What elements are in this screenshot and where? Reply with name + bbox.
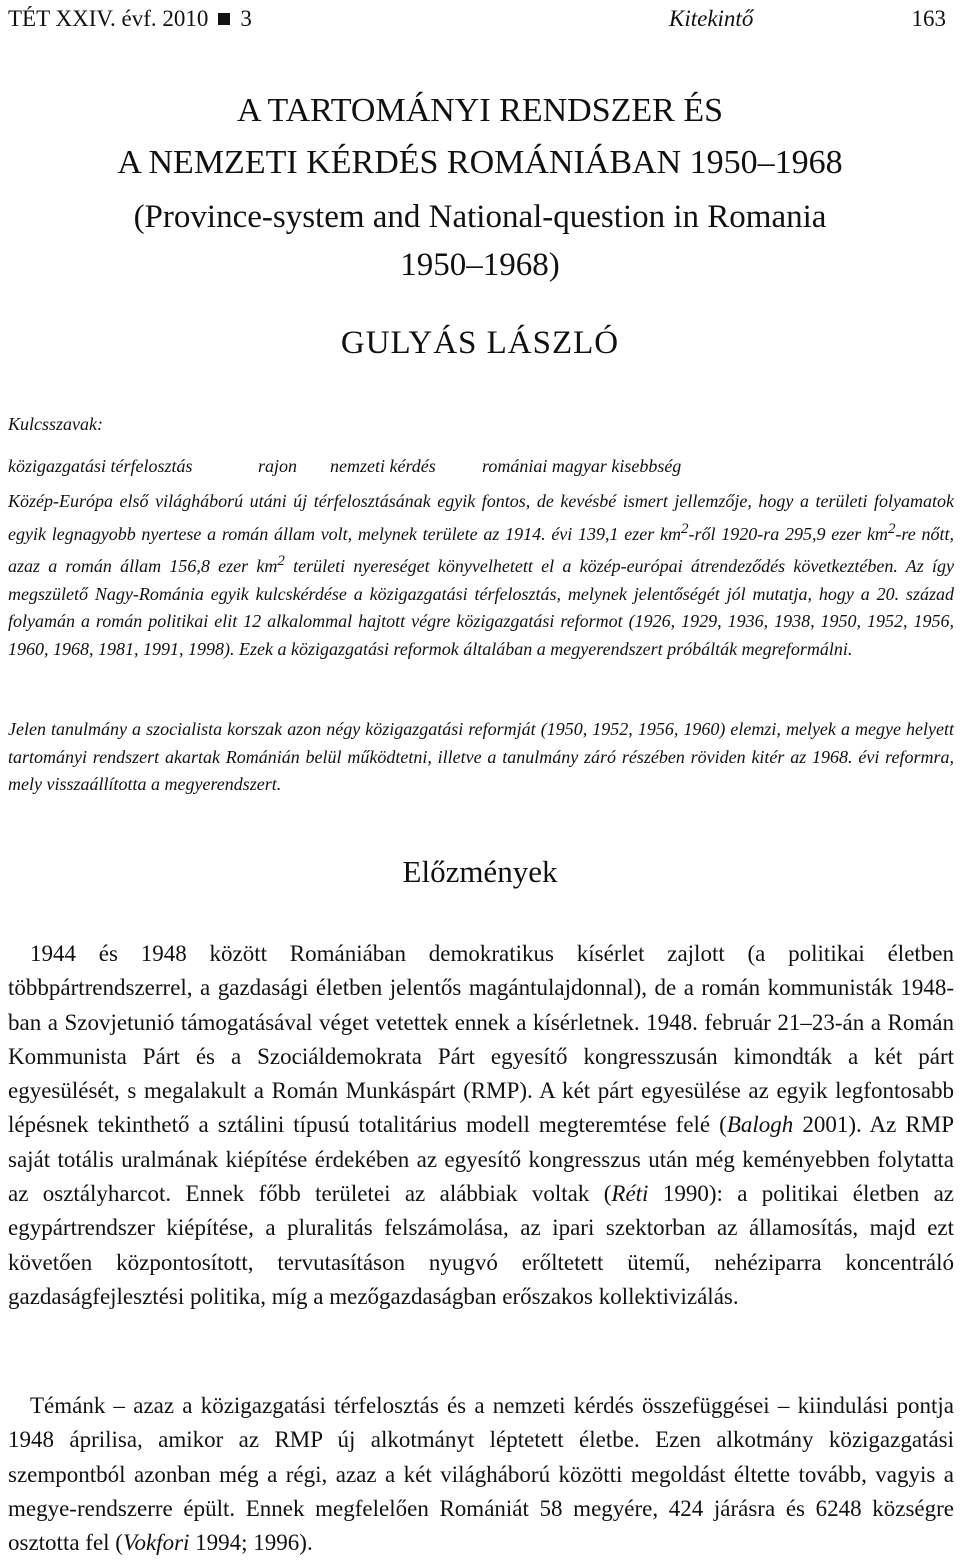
abstract-paragraph-2: Jelen tanulmány a szocialista korszak azon négy közigazgatási reformját (1950, 1952, 1956, 1960) elemzi, melyek a megye helyett tartományi rendszert akartak Románián belül működtetni, illetve a tanulmány záró részében röviden kitér az 1968. évi reformra, mely visszaállította a megyerendszert.: [8, 719, 954, 794]
abstract-paragraph-1: Közép-Európa első világháború utáni új térfelosztásának egyik fontos, de kevésbé ismert jellemzője, hogy a területi folyamatok egyik legnagyobb nyertese a román állam volt, melynek területe az 1914. évi 139,1 ezer $km^2$-ről 1920-ra 295,9 ezer $km^2-re$ nőtt, azaz a román állam 156,8 ezer $km^2$ területi nyereséget könyvelhetett el a közép-európai átrendeződés következtében. Az így megszülető Nagy-Románia egyik kulcskérdése a közigazgatási térfelosztás, melynek jelentőségét jól mutatja, hogy a 20. század folyamán a román politikai elit 12 alkalommal hajtott végre közigazgatási reformot (1926, 1929, 1936, 1938, 1950, 1952, 1956, 1960, 1968, 1981, 1991, 1998). Ezek a közigazgatási reformok általában a megyerendszert próbálták megreformálni.: [8, 491, 954, 659]
keywords-label: Kulcsszavak:: [8, 414, 103, 434]
keyword-item: közigazgatási térfelosztás: [8, 456, 193, 476]
citation-author: Vokfori: [122, 1530, 190, 1556]
keyword-item: nemzeti kérdés: [330, 456, 436, 476]
journal-info: [8, 4, 252, 34]
section-name: Kitekintő: [669, 6, 754, 31]
body-paragraph-1: 1944 és 1948 között Romániában demokratikus kísérlet zajlott (a politikai életben többpártrendszerrel, a gazdasági életben jelentős magántulajdonnal), de a román kommunisták 1948-ban a Szovjetunió támogatásával véget vetettek ennek a kísérletnek. 1948. február 21–23-án a Román Kommunista Párt és a Szociáldemokrata Párt egyesítő kongresszusán kimondták a két párt egyesülését, s megalakult a Román Munkáspárt (RMP). A két párt egyesülése az egyik legfontosabb lépésnek tekinthető a sztálini típusú totalitárius modell megteremtése felé (Balogh 2001). Az RMP saját totális uralmának kiépítése érdekében az egyesítő kongresszus után még keményebben folytatta az osztályharcot. Ennek főbb területei az alábbiak voltak (Réti 1990): a politikai életben az egypártrendszer kiépítése, a pluralitás felszámolása, az ipari szektorban az államosítás, majd ezt követően központosított, tervutasításon nyugvó erőltetett ütemű, nehéziparra koncentráló gazdaságfejlesztési politika, míg a mezőgazdaságban erőszakos kollektivizálás.: [8, 941, 954, 1309]
citation-author: Réti: [611, 1181, 649, 1207]
body-paragraph-2: Témánk – azaz a közigazgatási térfelosztás és a nemzeti kérdés összefüggései – kiindulási pontja 1948 áprilisa, amikor az RMP új alkotmányt léptetett életbe. Ezen alkotmány közigazgatási szempontból azonban még a régi, azaz a két világháború közötti megoldást éltette tovább, vagyis a megye-rendszerre épült. Ennek megfelelően Romániát 58 megyére, 424 járásra és 6248 községre osztotta fel (Vokfori 1994; 1996).: [8, 1393, 954, 1556]
journal-volume: TÉT XXIV. évf. 2010: [8, 6, 209, 31]
title-line-1: A TARTOMÁNYI RENDSZER ÉS: [236, 92, 724, 129]
square-bullet-icon: [218, 13, 230, 25]
keyword-item: romániai magyar kisebbség: [482, 456, 682, 476]
author-name: GULYÁS LÁSZLÓ: [340, 325, 620, 361]
subtitle-line-2: 1950–1968): [400, 247, 560, 283]
page-number: 163: [911, 6, 946, 31]
section-heading: Előzmények: [402, 854, 558, 889]
running-header: [8, 4, 946, 34]
citation-author: Balogh: [726, 1112, 794, 1138]
title-line-2: A NEMZETI KÉRDÉS ROMÁNIÁBAN 1950–1968: [117, 144, 843, 181]
keyword-item: rajon: [258, 456, 298, 476]
subtitle-line-1: (Province-system and National-question in Romania: [133, 199, 827, 235]
issue-number: 3: [240, 6, 252, 31]
